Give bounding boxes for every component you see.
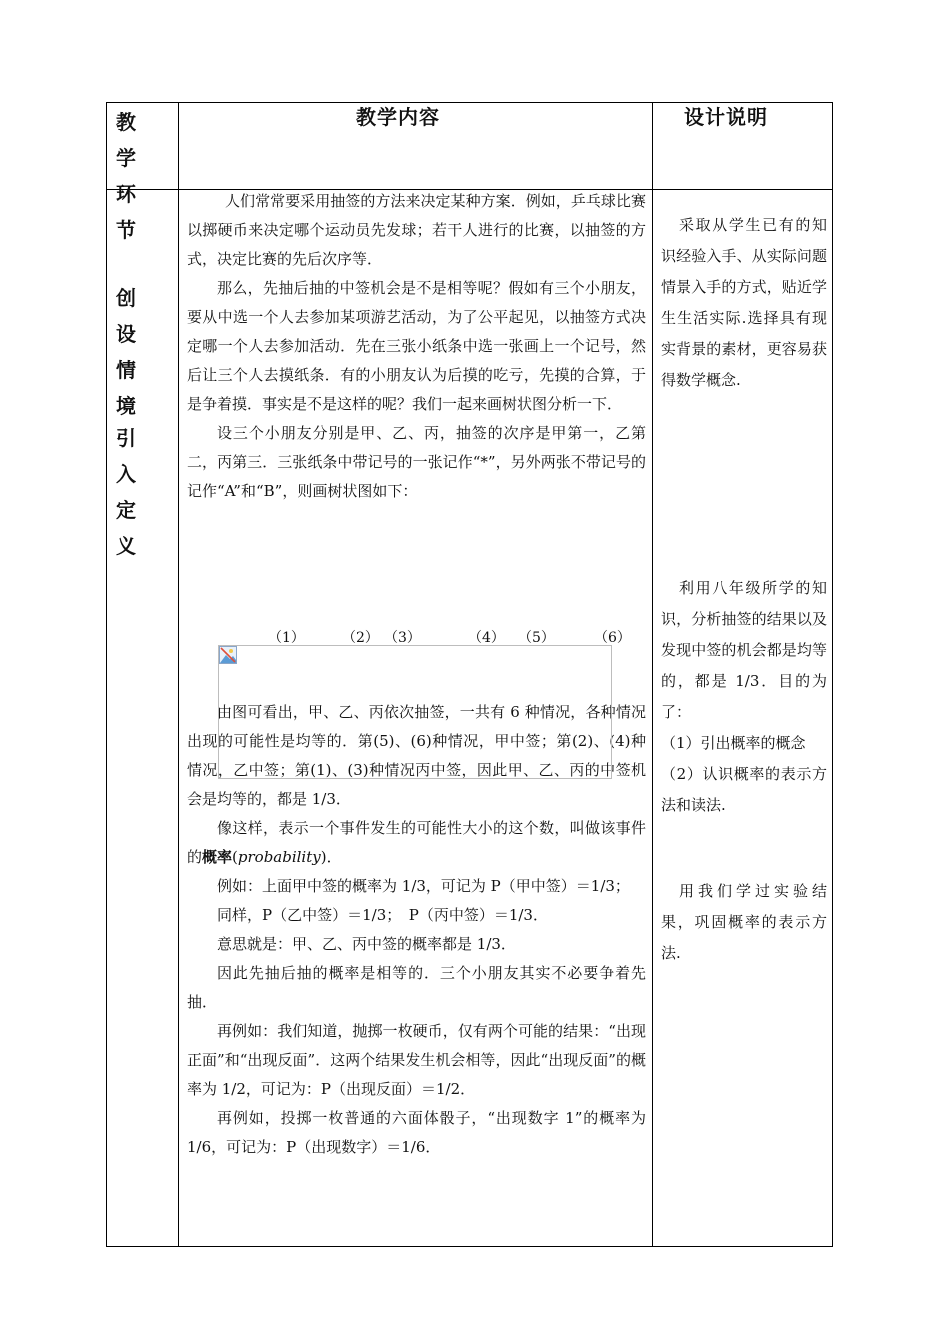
table-right-border	[832, 102, 833, 1247]
tree-label-1: （1）	[268, 630, 305, 646]
definition-text: 像这样，表示一个事件发生的可能性大小的这个数，叫做该事件的	[187, 819, 646, 866]
content-paragraph-meaning: 意思就是：甲、乙、丙中签的概率都是 1/3．	[217, 935, 516, 953]
content-paragraph-probability-definition: 像这样，表示一个事件发生的可能性大小的这个数，叫做该事件的概率(probability)．	[187, 819, 646, 866]
content-paragraph-example-jia: 例如：上面甲中签的概率为 1/3，可记为 P（甲中签）＝1/3；	[217, 877, 630, 895]
broken-image-icon	[219, 646, 237, 664]
content-paragraph-tree-analysis: 由图可看出，甲、乙、丙依次抽签，一共有 6 种情况，各种情况出现的可能性是均等的．第(5)、(6)种情况，甲中签；第(2)、(4)种情况，乙中签；第(1)、(3)种情况丙中签，因此甲、乙、丙的中签机会是均等的，都是 1/3．	[187, 703, 646, 808]
design-note-text-1: 采取从学生已有的知识经验入手、从实际问题情景入手的方式，贴近学生生活实际.选择具有现实背景的素材，更容易获得数学概念.	[661, 216, 827, 389]
stage-label-introduce-definition: 引入定义	[116, 426, 146, 558]
design-note-1	[661, 210, 827, 396]
probability-english-term: probability	[237, 848, 321, 866]
design-note-text-5: 用我们学过实验结果，巩固概率的表示方法.	[661, 882, 827, 962]
tree-label-5: （5）	[518, 630, 555, 646]
content-paragraph-tree-setup: 设三个小朋友分别是甲、乙、丙，抽签的次序是甲第一，乙第二，丙第三．三张纸条中带记号的一张记作“*”，另外两张不带记号的记作“A”和“B”，则画树状图如下：	[187, 424, 646, 500]
table-left-border	[106, 102, 107, 1247]
content-paragraph-coin-example: 再例如：我们知道，抛掷一枚硬币，仅有两个可能的结果：“出现正面”和“出现反面”．这两个结果发生机会相等，因此“出现反面”的概率为 1/2，可记为：P（出现反面）＝1/2．	[187, 1022, 646, 1098]
content-paragraph-fairness-question: 那么，先抽后抽的中签机会是不是相等呢？假如有三个小朋友，要从中选一个人去参加某项游艺活动，为了公平起见，以抽签方式决定哪一个人去参加活动．先在三张小纸条中选一张画上一个记号，然后让三个人去摸纸条．有的小朋友认为后摸的吃亏，先摸的合算，于是争着摸．事实是不是这样的呢？我们一起来画树状图分析一下．	[187, 279, 646, 413]
tree-label-6: （6）	[594, 630, 631, 646]
design-note-text-2: 利用八年级所学的知识，分析抽签的结果以及发现中签的机会都是均等的，都是 1/3．目的为了：	[661, 579, 827, 721]
tree-diagram-image-placeholder	[218, 645, 612, 779]
tree-label-2: （2）	[342, 630, 379, 646]
tree-label-4: （4）	[468, 630, 505, 646]
tree-label-3: （3）	[384, 630, 421, 646]
design-note-5	[661, 876, 827, 969]
header-teaching-content: 教学内容	[356, 105, 440, 129]
content-paragraph-dice-example: 再例如，投掷一枚普通的六面体骰子，“出现数字 1”的概率为 1/6，可记为：P（出现数字）＝1/6．	[187, 1109, 646, 1156]
definition-end: ．	[326, 848, 342, 866]
column-divider-2	[652, 102, 653, 1247]
stage-label-create-scenario: 创设情境	[116, 286, 146, 418]
design-note-text-4: （2）认识概率的表示方法和读法.	[661, 765, 827, 814]
content-paragraph-lottery-intro: 人们常常要采用抽签的方法来决定某种方案．例如，乒乓球比赛以掷硬币来决定哪个运动员先发球；若干人进行的比赛，以抽签的方式，决定比赛的先后次序等．	[187, 192, 646, 268]
header-design-notes: 设计说明	[684, 105, 768, 129]
content-paragraph-conclusion: 因此先抽后抽的概率是相等的．三个小朋友其实不必要争着先抽．	[187, 964, 646, 1011]
header-teaching-stage: 教学环节	[116, 110, 146, 242]
table-bottom-border	[106, 1246, 833, 1247]
design-note-text-3: （1）引出概率的概念	[661, 734, 806, 752]
content-paragraph-example-yi-bing: 同样，P（乙中签）＝1/3； P（丙中签）＝1/3．	[217, 906, 548, 924]
probability-term: 概率	[202, 848, 233, 866]
design-notes-group-2	[661, 573, 827, 821]
table-top-border	[106, 102, 833, 103]
column-divider-1	[178, 102, 179, 1247]
